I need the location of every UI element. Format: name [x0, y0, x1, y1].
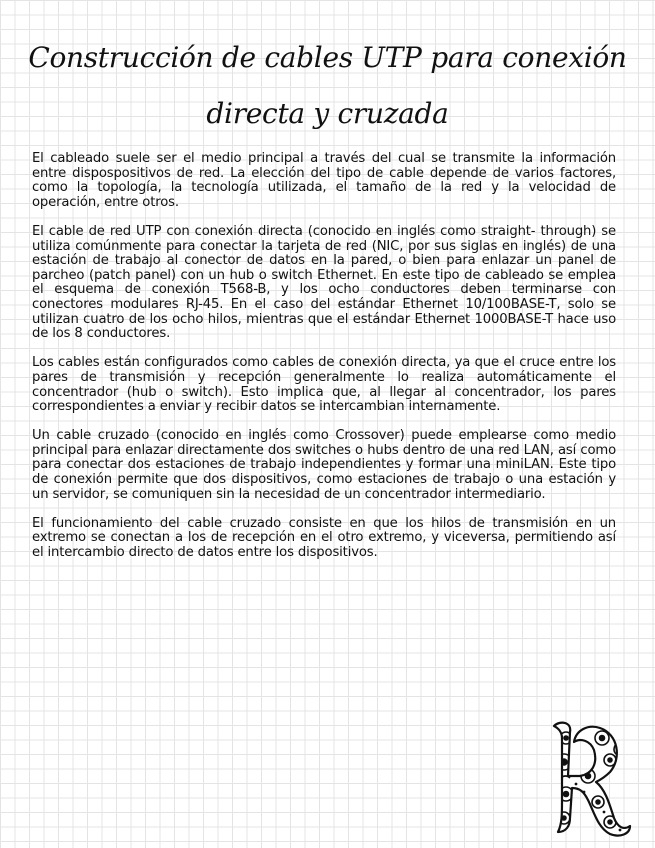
- page-title: Construcción de cables UTP para conexión directa y cruzada: [28, 41, 627, 130]
- paragraph-2: El cable de red UTP con conexión directa (conocido en inglés como straight- through) se utiliza comúnmente para conectar la tarjeta de red (NIC, por sus siglas en inglés) de una estación de trabajo al conector de datos en la pared, o bien para enlazar un panel de parcheo (patch panel) con un hub o switch Ethernet. En este tipo de cableado se emplea el esquema de conexión T568-B, y los ocho conductores deben terminarse con conectores modulares RJ-45. En el caso del estándar Ethernet 10/100BASE-T, solo se utilizan cuatro de los ocho hilos, mientras que el estándar Ethernet 1000BASE-T hace uso de los 8 conductores.: [32, 223, 616, 342]
- paragraph-3: Los cables están configurados como cables de conexión directa, ya que el cruce entre los pares de transmisión y recepción generalmente lo realiza automáticamente el concentrador (hub o switch). Esto implica que, al llegar al concentrador, los pares correspondientes a enviar y recibir datos se intercambian internamente.: [32, 355, 616, 415]
- paragraph-4: Un cable cruzado (conocido en inglés como Crossover) puede emplearse como medio principal para enlazar directamente dos switches o hubs dentro de una red LAN, así como para conectar dos estaciones de trabajo independientes y formar una miniLAN. Este tipo de conexión permite que dos dispositivos, como estaciones de trabajo o una estación y un servidor, se comuniquen sin la necesidad de un concentrador intermediario.: [32, 428, 616, 502]
- floral-letter-r-icon: [540, 714, 636, 840]
- paragraph-5: El funcionamiento del cable cruzado consiste en que los hilos de transmisión en un extremo se conectan a los de recepción en el otro extremo, y viceversa, permitiendo así el intercambio directo de datos entre los dispositivos.: [32, 515, 616, 561]
- document-body: [32, 152, 616, 575]
- paragraph-1: El cableado suele ser el medio principal a través del cual se transmite la información entre dispospositivos de red. La elección del tipo de cable depende de varios factores, como la topología, la tecnología utilizada, el tamaño de la red y la velocidad de operación, entre otros.: [32, 151, 616, 210]
